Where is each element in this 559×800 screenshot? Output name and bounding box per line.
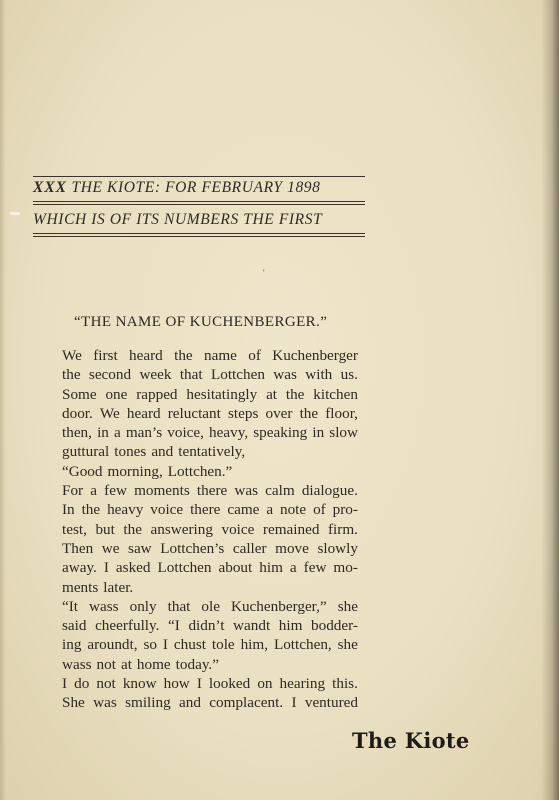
article-line: away. I asked Lottchen about him a few mo-	[62, 559, 358, 577]
article-line: test, but the answering voice remained firm.	[62, 520, 358, 538]
page-edge-mark	[10, 212, 20, 215]
header-ornament: XXX	[33, 179, 68, 196]
header-journal-date: THE KIOTE: FOR FEBRUARY	[71, 179, 283, 196]
running-header	[33, 176, 365, 237]
header-line-2: WHICH IS OF ITS NUMBERS THE FIRST	[33, 211, 323, 228]
article-line: For a few moments there was calm dialogue.	[62, 482, 358, 500]
article-line: said cheerfully. “I didn’t wandt him bodder-	[62, 617, 358, 635]
article-line: the second week that Lottchen was with us.	[62, 366, 358, 384]
header-line-1	[33, 178, 365, 198]
print-speck: '	[263, 268, 265, 278]
binding-shadow	[541, 0, 559, 800]
header-bottom-rule	[33, 233, 365, 237]
article-line: She was smiling and complacent. I ventured	[62, 694, 358, 712]
article-body	[62, 346, 358, 713]
article-line: We first heard the name of Kuchenberger	[62, 347, 358, 364]
page-left-edge	[0, 0, 6, 800]
header-middle-rule	[33, 201, 365, 205]
article-line: I do not know how I looked on hearing this.	[62, 675, 358, 693]
article-line: “Good morning, Lottchen.”	[62, 462, 233, 480]
article-line: In the heavy voice there came a note of pro-	[62, 501, 358, 519]
article-title: “THE NAME OF KUCHENBERGER.”	[74, 314, 328, 330]
article-line: ing aroundt, so I chust tole him, Lottchen, she	[62, 636, 358, 654]
header-top-rule	[33, 176, 365, 177]
article-line: door. We heard reluctant steps over the floor,	[62, 404, 358, 422]
footer-brand: The Kiote	[352, 728, 470, 753]
article-line: guttural tones and tentatively,	[62, 443, 246, 461]
article-line: Some one rapped hesitatingly at the kitchen	[62, 385, 358, 403]
article-line: then, in a man’s voice, heavy, speaking in slow	[62, 424, 358, 442]
header-year: 1898	[287, 179, 321, 196]
article-line: “It wass only that ole Kuchenberger,” she	[62, 597, 358, 615]
article-line: wass not at home today.”	[62, 655, 219, 673]
article-line: ments later.	[62, 578, 134, 596]
article-line: Then we saw Lottchen’s caller move slowly	[62, 539, 358, 557]
